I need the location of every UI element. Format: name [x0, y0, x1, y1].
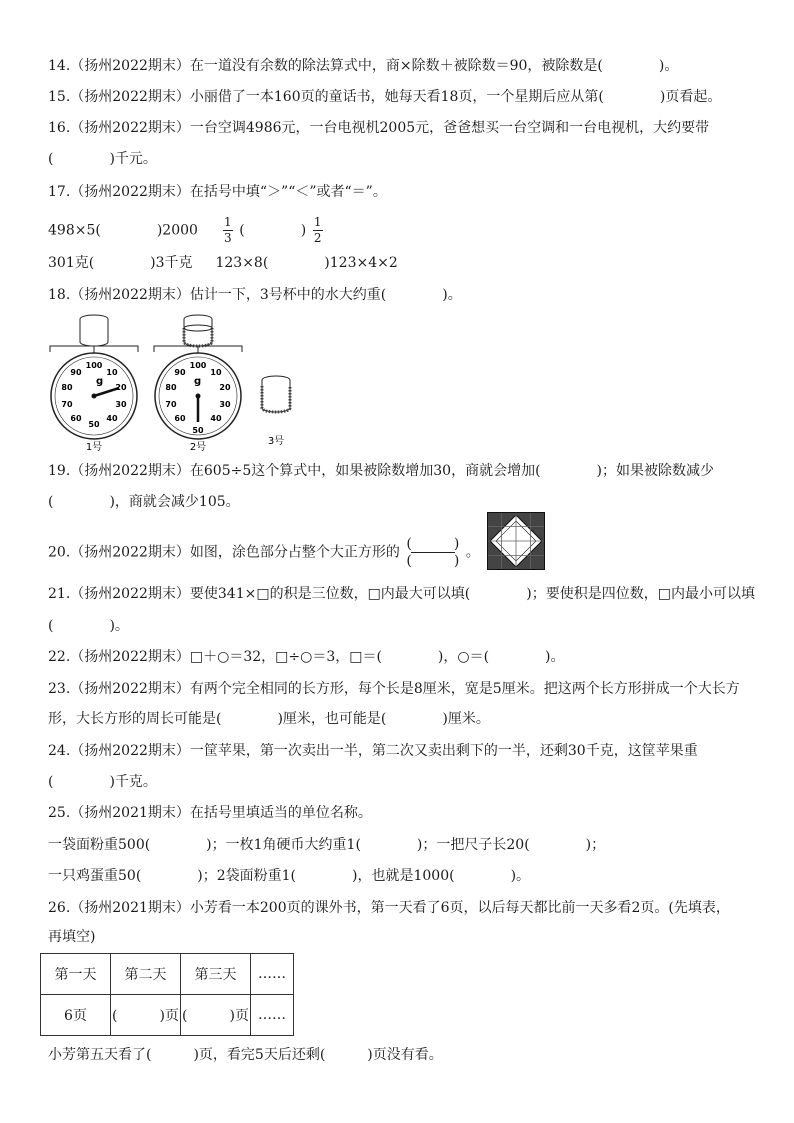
- compare-b-blank: ( ): [239, 222, 307, 239]
- q20-end: 。: [465, 544, 480, 561]
- svg-text:60: 60: [70, 414, 82, 423]
- svg-text:60: 60: [174, 414, 186, 423]
- question-24-line2: ( )千克。: [48, 774, 157, 790]
- question-14: 14.（扬州2022期末）在一道没有余数的除法算式中，商×除数＋被除数＝90，被除数是( )。: [48, 58, 679, 74]
- question-22: 22.（扬州2022期末）□＋○＝32，□÷○＝3，□＝( )，○＝( )。: [48, 649, 565, 665]
- svg-text:30: 30: [115, 400, 127, 409]
- question-19-line2: ( )，商就会减少105。: [48, 494, 240, 510]
- q20-text: 20.（扬州2022期末）如图，涂色部分占整个大正方形的: [48, 544, 400, 561]
- svg-text:50: 50: [192, 426, 204, 435]
- table-header-row: [41, 954, 294, 995]
- table-cell-blank[interactable]: ( )页: [181, 995, 251, 1036]
- compare-d: 123×8( )123×4×2: [215, 255, 398, 271]
- question-17-a: [48, 216, 325, 245]
- frac-num-blank: ( ): [406, 536, 460, 552]
- cup-3-icon: [262, 376, 290, 412]
- table-header: 第二天: [111, 954, 181, 995]
- label-1: 1号: [85, 442, 103, 453]
- question-16-line2: ( )千元。: [48, 151, 157, 167]
- question-24-line1: 24.（扬州2022期末）一筐苹果，第一次卖出一半，第二次又卖出剩下的一半，还剩30千克，这筐苹果重: [48, 743, 698, 759]
- svg-text:80: 80: [61, 383, 73, 392]
- svg-text:70: 70: [165, 400, 177, 409]
- question-25-line1: 一袋面粉重500( )；一枚1角硬币大约重1( )；一把尺子长20( )；: [48, 837, 606, 853]
- svg-text:70: 70: [61, 400, 73, 409]
- question-17-c: [48, 254, 398, 272]
- cup-2-icon: [184, 315, 212, 346]
- cup-1-icon: [80, 315, 108, 346]
- scale-figure: [48, 310, 308, 456]
- svg-text:10: 10: [210, 368, 222, 377]
- question-20: [48, 536, 480, 569]
- question-26-line2: 再填空): [48, 929, 96, 945]
- svg-text:90: 90: [70, 368, 82, 377]
- label-3: 3号: [267, 436, 285, 447]
- frac-den-blank: ( ): [406, 553, 460, 569]
- question-15: 15.（扬州2022期末）小丽借了一本160页的童话书，她每天看18页，一个星期后应从第( )页看起。: [48, 89, 722, 105]
- svg-text:50: 50: [88, 420, 100, 429]
- svg-text:30: 30: [219, 400, 231, 409]
- table-cell-blank[interactable]: ( )页: [111, 995, 181, 1036]
- svg-text:100: 100: [85, 361, 103, 370]
- frac-den: 3: [224, 231, 232, 245]
- table-cell: 6页: [41, 995, 111, 1036]
- table-header: 第一天: [41, 954, 111, 995]
- fraction-one-third: [223, 216, 233, 245]
- unit-label: g: [194, 376, 202, 387]
- frac-num: 1: [313, 215, 322, 229]
- svg-text:20: 20: [115, 383, 127, 392]
- table-row: [41, 995, 294, 1036]
- table-header: 第三天: [181, 954, 251, 995]
- compare-c: 301克( )3千克: [48, 255, 193, 271]
- frac-num: 1: [224, 215, 232, 229]
- fraction-one-half: [313, 216, 323, 245]
- question-23-line1: 23.（扬州2022期末）有两个完全相同的长方形，每个长是8厘米，宽是5厘米。把这两个长方形拼成一个大长方: [48, 681, 740, 697]
- scale-dial-2: [155, 353, 241, 439]
- reading-table: [40, 953, 294, 1036]
- svg-text:80: 80: [165, 383, 177, 392]
- question-18-text: 18.（扬州2022期末）估计一下，3号杯中的水大约重( )。: [48, 287, 462, 303]
- question-17-intro: 17.（扬州2022期末）在括号中填“＞”“＜”或者“＝”。: [48, 184, 387, 200]
- svg-text:100: 100: [189, 361, 207, 370]
- answer-fraction: [406, 536, 459, 569]
- svg-text:20: 20: [219, 383, 231, 392]
- svg-text:90: 90: [174, 368, 186, 377]
- question-16-line1: 16.（扬州2022期末）一台空调4986元，一台电视机2005元，爸爸想买一台空调和一台电视机，大约要带: [48, 120, 710, 136]
- question-26-after: 小芳第五天看了( )页，看完5天后还剩( )页没有看。: [48, 1047, 443, 1063]
- question-19-line1: 19.（扬州2022期末）在605÷5这个算式中，如果被除数增加30，商就会增加( )；如果被除数减少: [48, 463, 714, 479]
- question-21-line2: ( )。: [48, 618, 129, 634]
- table-header: ……: [251, 954, 294, 995]
- compare-a: 498×5( )2000: [48, 222, 198, 239]
- unit-label: g: [96, 376, 104, 387]
- svg-text:10: 10: [106, 368, 118, 377]
- question-26-line1: 26.（扬州2021期末）小芳看一本200页的课外书，第一天看了6页，以后每天都比前一天多看2页。(先填表，: [48, 900, 730, 916]
- shaded-square-figure: [487, 512, 545, 570]
- table-cell: ……: [251, 995, 294, 1036]
- question-23-line2: 形，大长方形的周长可能是( )厘米，也可能是( )厘米。: [48, 711, 490, 727]
- question-25-line2: 一只鸡蛋重50( )；2袋面粉重1( )，也就是1000( )。: [48, 868, 531, 884]
- svg-text:40: 40: [106, 414, 118, 423]
- question-21-line1: 21.（扬州2022期末）要使341×□的积是三位数，□内最大可以填( )；要使积是四位数，□内最小可以填: [48, 586, 755, 602]
- scale-dial-1: [51, 353, 137, 439]
- svg-text:40: 40: [210, 414, 222, 423]
- frac-den: 2: [313, 231, 322, 245]
- question-25-intro: 25.（扬州2021期末）在括号里填适当的单位名称。: [48, 805, 372, 821]
- label-2: 2号: [189, 442, 207, 453]
